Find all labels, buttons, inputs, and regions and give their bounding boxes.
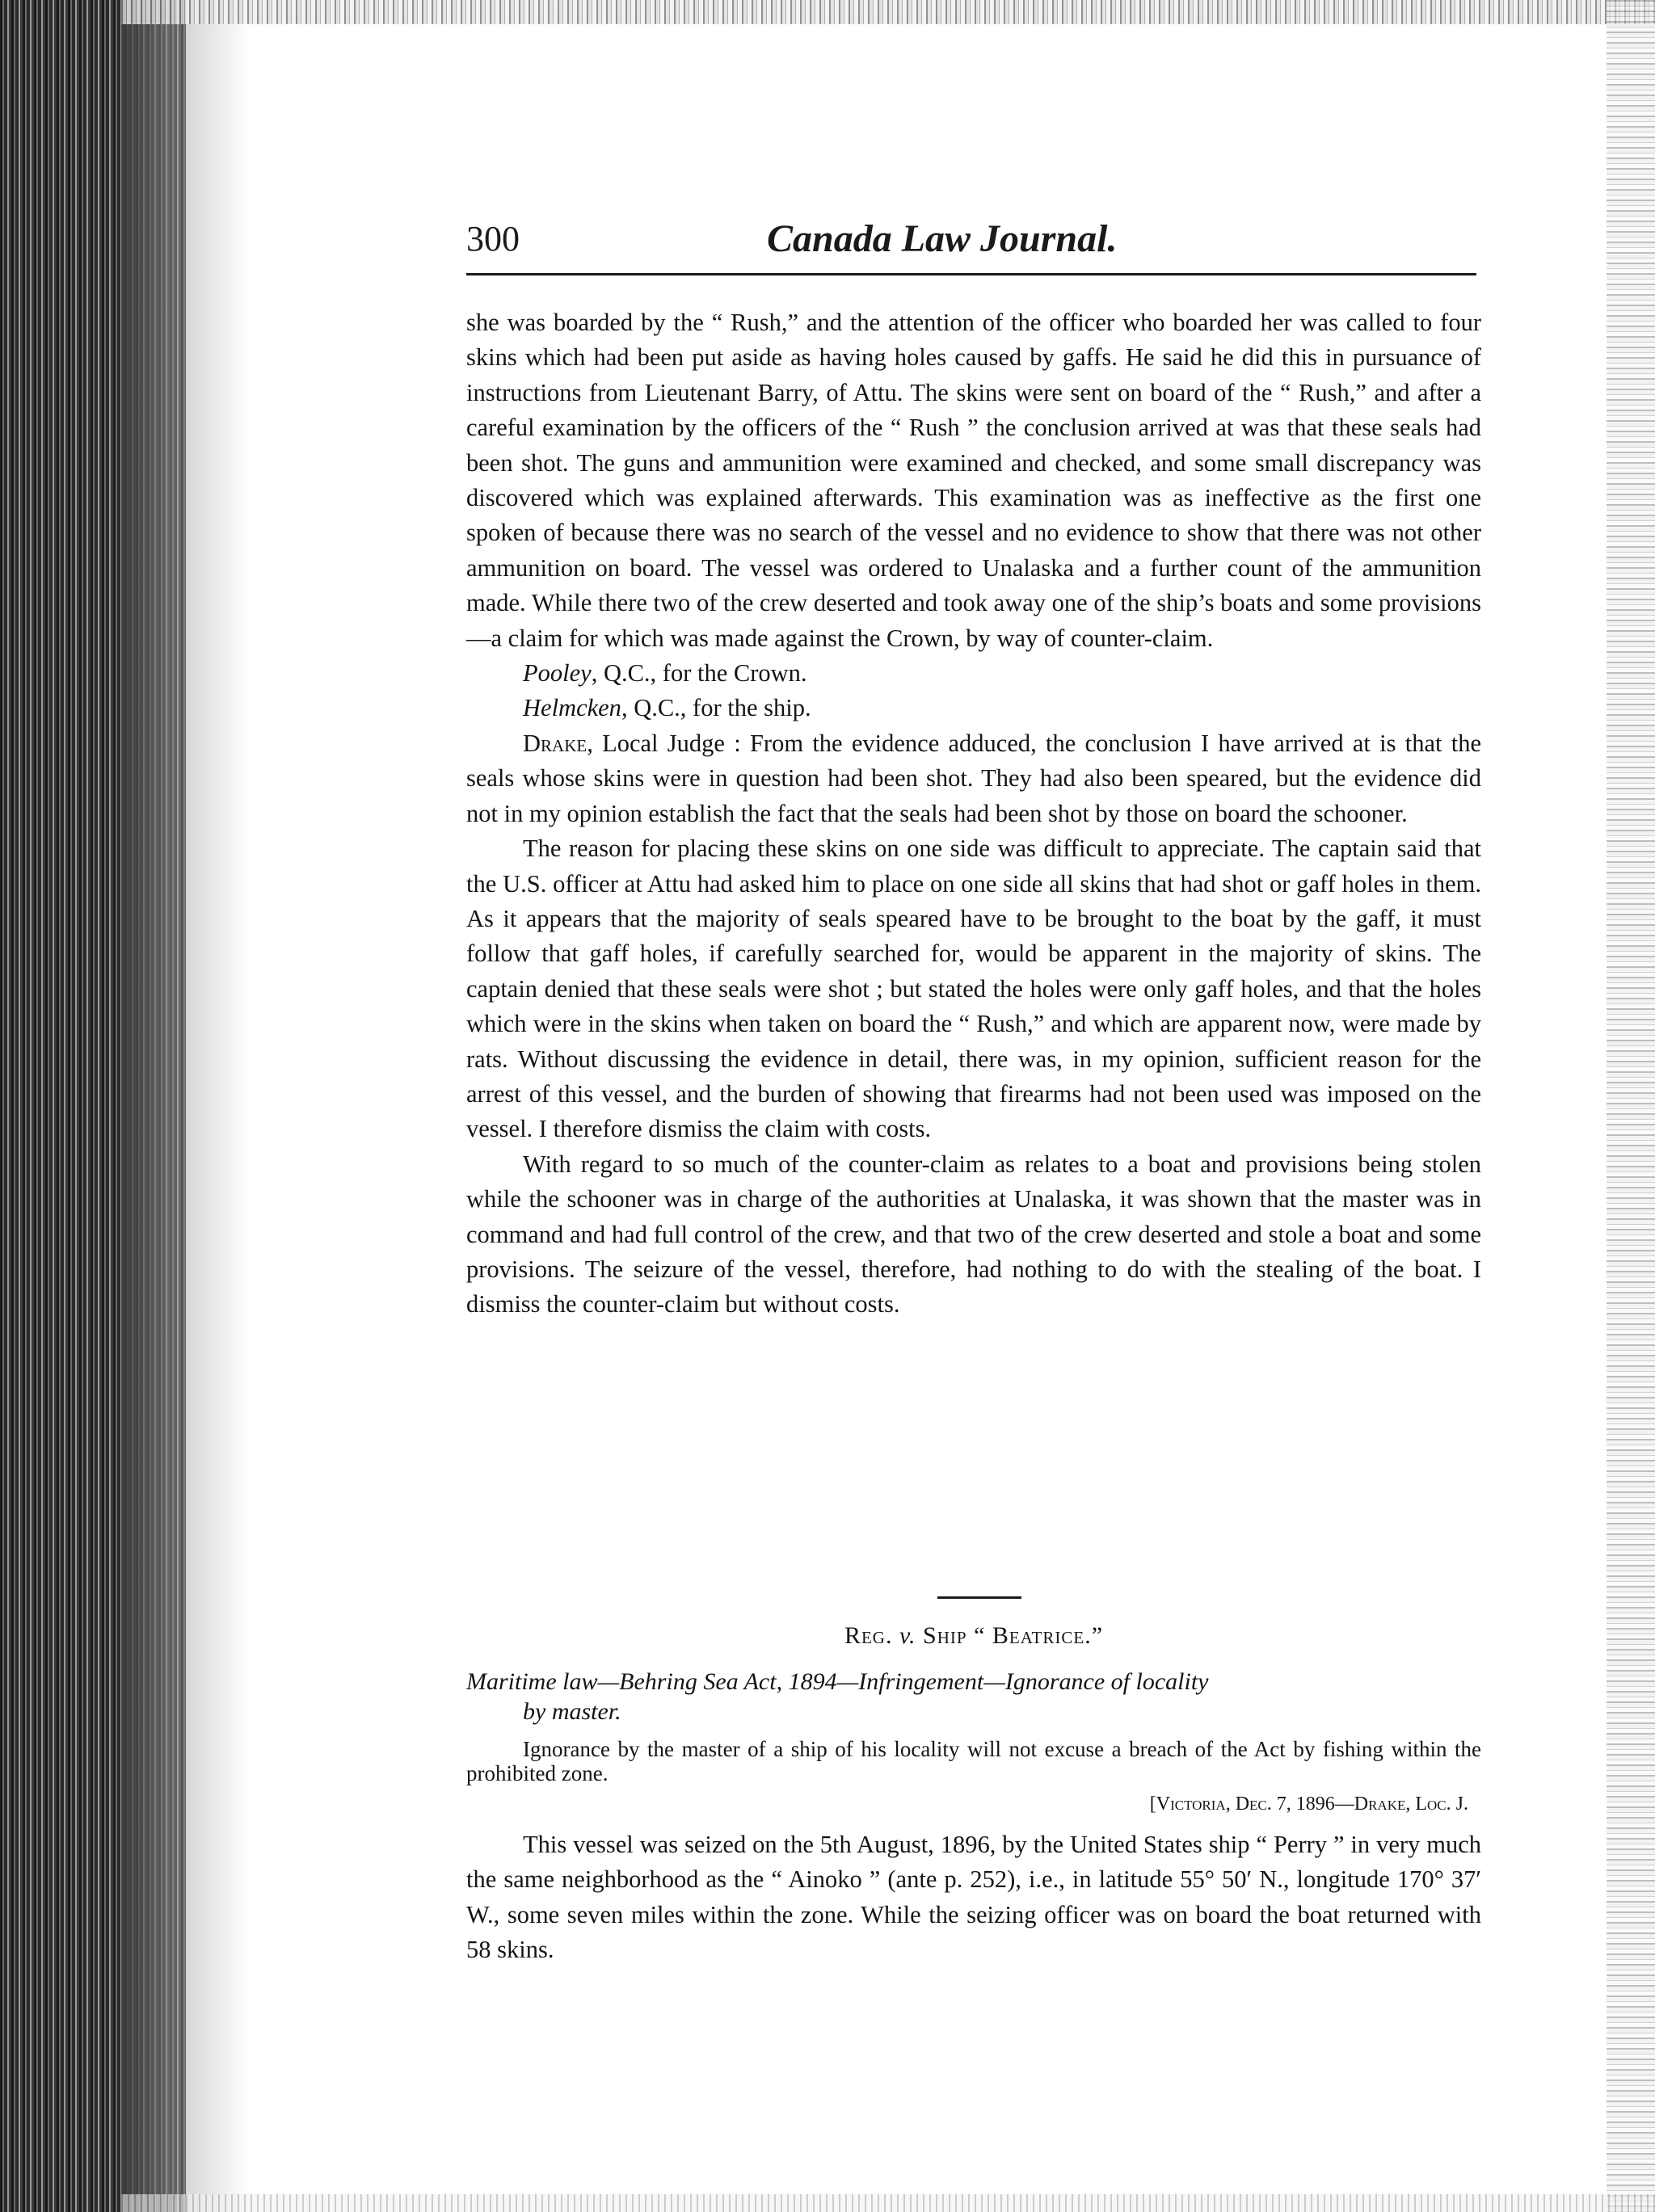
case-opening-paragraph: This vessel was seized on the 5th August, 1896, by the United States ship “ Perry ” in very much the same neighborhood as the “ Ainoko ” (ante p. 252), i.e., in latitude 55° 50′ N., longitude 170° 37′ W., some seven miles within the zone. While the seizing officer was on board the boat returned with 58 skins. bbox=[466, 1831, 1481, 1964]
continued-paragraph: she was boarded by the “ Rush,” and the attention of the officer who boarded her was called to four skins which had been put aside as having holes caused by gaffs. He said he did this in pursuance of instructions from Lieutenant Barry, of Attu. The skins were sent on board of the “ Rush,” and after a careful examination by the officers of the “ Rush ” the conclusion arrived at was that these seals had been shot. The guns and ammunition were examined and checked, and some small discrepancy was discovered which was explained afterwards. This examination was as ineffective as the first one spoken of because there was no search of the vessel and no evidence to show that there was not other ammunition on board. The vessel was ordered to Unalaska and a further count of the ammunition made. While there two of the crew deserted and took away one of the ship’s boats and some provisions—a claim for which was made against the Crown, by way of counter-claim. bbox=[466, 309, 1481, 652]
counsel-crown-name: Pooley bbox=[523, 659, 592, 688]
case-title-ship: Ship “ Beatrice.” bbox=[923, 1622, 1104, 1649]
counsel-crown bbox=[466, 656, 1481, 691]
counsel-ship-role: , Q.C., for the ship. bbox=[621, 694, 811, 722]
counsel-ship bbox=[466, 691, 1481, 725]
binding-shadow bbox=[121, 0, 251, 2212]
body-text bbox=[466, 305, 1481, 1323]
case-title-versus: v. bbox=[899, 1622, 916, 1649]
journal-title: Canada Law Journal. bbox=[767, 217, 1118, 260]
case-opening bbox=[466, 1827, 1481, 1968]
top-page-edge bbox=[121, 0, 1655, 24]
bottom-page-edge bbox=[121, 2194, 1655, 2212]
page-number: 300 bbox=[466, 219, 520, 259]
case-title bbox=[466, 1622, 1481, 1650]
case-title-reg: Reg. bbox=[844, 1622, 893, 1649]
case-syllabus: Ignorance by the master of a ship of his locality will not excuse a breach of the Act by fishing within the prohibited zone. bbox=[466, 1737, 1481, 1785]
running-header bbox=[466, 217, 1476, 275]
counsel-crown-role: , Q.C., for the Crown. bbox=[591, 659, 807, 688]
case-headnote bbox=[466, 1667, 1481, 1726]
judge-name: Drake bbox=[523, 729, 587, 757]
headnote-line-1: Maritime law—Behring Sea Act, 1894—Infringement—Ignorance of locality bbox=[466, 1668, 1209, 1695]
judgment-paragraph-2: The reason for placing these skins on one side was difficult to appreciate. The captain said that the U.S. officer at Attu had asked him to place on one side all skins that had shot or gaff holes in them. As it appears that the majority of seals speared have to be brought to the boat by the gaff, it must follow that gaff holes, if carefully searched for, would be apparent in the majority of skins. The captain denied that these seals were shot ; but stated the holes were only gaff holes, and that the holes which were in the skins when taken on board the “ Rush,” and which are apparent now, were made by rats. Without discussing the evidence in detail, there was, in my opinion, sufficient reason for the arrest of this vessel, and the burden of showing that firearms had not been used was imposed on the vessel. I therefore dismiss the claim with costs. bbox=[466, 835, 1481, 1143]
judgment-paragraph-1 bbox=[466, 726, 1481, 831]
judgment-paragraph-3: With regard to so much of the counter-claim as relates to a boat and provisions being stolen while the schooner was in charge of the authorities at Unalaska, it was shown that the master was in command and had full control of the crew, and that two of the crew deserted and stole a boat and some provisions. The seizure of the vessel, therefore, had nothing to do with the stealing of the boat. I dismiss the counter-claim but without costs. bbox=[466, 1150, 1481, 1318]
right-page-edge bbox=[1607, 0, 1655, 2212]
section-divider bbox=[937, 1596, 1021, 1599]
judgment-text-1: , Local Judge : From the evidence adduced, the conclusion I have arrived at is that the seals whose skins were in question had been shot. They had also been speared, but the evidence did not in my opinion establish the fact that the seals had been shot by those on board the schooner. bbox=[466, 729, 1481, 827]
case-citation: [Victoria, Dec. 7, 1896—Drake, Loc. J. bbox=[1149, 1794, 1468, 1815]
counsel-ship-name: Helmcken bbox=[523, 694, 621, 722]
headnote-line-2: by master. bbox=[523, 1698, 621, 1725]
